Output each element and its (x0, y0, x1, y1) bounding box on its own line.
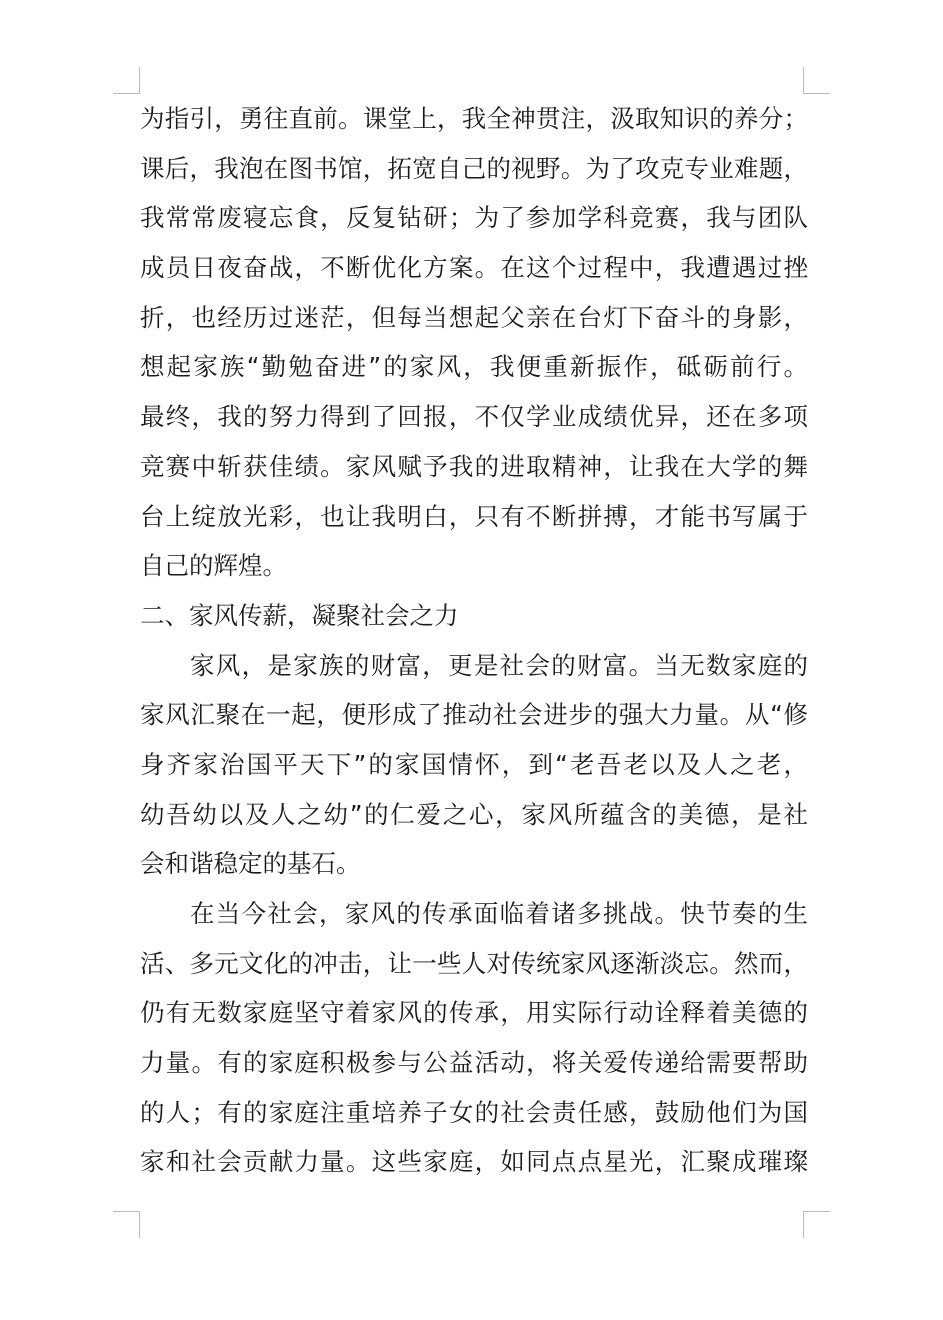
text-line: 为指引，勇往直前。课堂上，我全神贯注，汲取知识的养分； (140, 104, 808, 133)
document-body (140, 94, 808, 1187)
text-line: 家和社会贡献力量。这些家庭，如同点点星光，汇聚成璀璨 (140, 1147, 808, 1177)
text-line: 想起家族“勤勉奋进”的家风，我便重新振作，砥砺前行。 (140, 352, 808, 382)
text-line: 家风，是家族的财富，更是社会的财富。当无数家庭的 (190, 650, 808, 680)
text-line: 台上绽放光彩，也让我明白，只有不断拼搏，才能书写属于 (140, 501, 808, 531)
section-heading: 二、家风传薪，凝聚社会之力 (140, 600, 459, 630)
text-line: 竞赛中斩获佳绩。家风赋予我的进取精神，让我在大学的舞 (140, 451, 808, 481)
text-line: 自己的辉煌。 (140, 551, 287, 581)
text-line: 课后，我泡在图书馆，拓宽自己的视野。为了攻克专业难题， (140, 153, 808, 183)
text-line: 我常常废寝忘食，反复钻研；为了参加学科竞赛，我与团队 (140, 203, 808, 233)
text-line: 成员日夜奋战，不断优化方案。在这个过程中，我遭遇过挫 (140, 253, 808, 283)
text-line: 家风汇聚在一起，便形成了推动社会进步的强大力量。从“修 (140, 700, 808, 730)
text-line: 身齐家治国平天下”的家国情怀，到“老吾老以及人之老， (140, 749, 808, 779)
crop-mark-top-right (803, 67, 830, 94)
text-line: 活、多元文化的冲击，让一些人对传统家风逐渐淡忘。然而， (140, 948, 808, 978)
crop-mark-bottom-right (803, 1211, 830, 1238)
text-line: 最终，我的努力得到了回报，不仅学业成绩优异，还在多项 (140, 402, 808, 432)
text-line: 折，也经历过迷茫，但每当想起父亲在台灯下奋斗的身影， (140, 302, 808, 332)
text-line: 幼吾幼以及人之幼”的仁爱之心，家风所蕴含的美德，是社 (140, 799, 808, 829)
text-line: 仍有无数家庭坚守着家风的传承，用实际行动诠释着美德的 (140, 998, 808, 1028)
text-line: 会和谐稳定的基石。 (140, 849, 361, 879)
crop-mark-bottom-left (113, 1211, 140, 1238)
crop-mark-top-left (113, 67, 140, 94)
text-line: 在当今社会，家风的传承面临着诸多挑战。快节奏的生 (190, 899, 808, 928)
text-line: 的人；有的家庭注重培养子女的社会责任感，鼓励他们为国 (140, 1097, 808, 1127)
text-line: 力量。有的家庭积极参与公益活动，将关爱传递给需要帮助 (140, 1048, 808, 1078)
